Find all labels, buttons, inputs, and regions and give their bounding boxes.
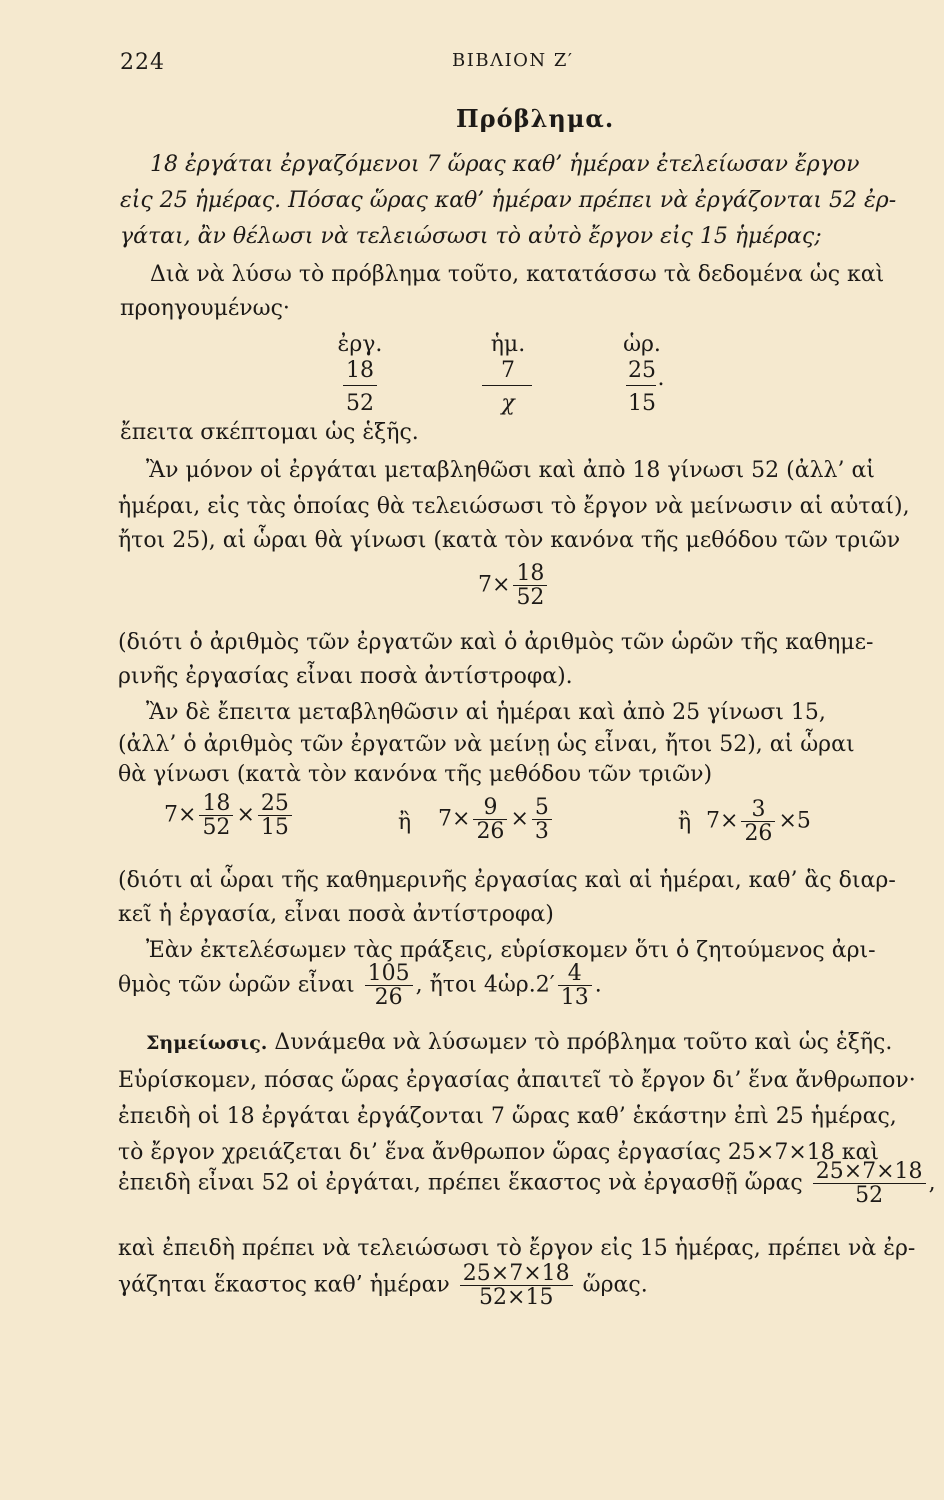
table-cell: χ <box>501 391 515 416</box>
formula-lead: 7 <box>438 806 452 832</box>
fraction <box>365 962 413 1009</box>
paragraph-line: (διότι αἱ ὧραι τῆς καθημερινῆς ἐργασίας καὶ αἱ ἡμέραι, καθ’ ἃς διαρ- <box>118 868 896 893</box>
fraction-numerator: 25×7×18 <box>815 1159 923 1184</box>
result-end: . <box>594 972 602 998</box>
fraction-denominator: 13 <box>558 985 592 1009</box>
paragraph-line: Ἂν δὲ ἔπειτα μεταβληθῶσιν αἱ ἡμέραι καὶ ἀπὸ 25 γίνωσι 15, <box>146 700 826 725</box>
fraction <box>258 792 292 839</box>
paragraph-line: (ἀλλ’ ὁ ἀριθμὸς τῶν ἐργατῶν νὰ μείνῃ ὡς εἶναι, ἤτοι 52), αἱ ὧραι <box>118 732 855 757</box>
result-lead-text: θμὸς τῶν ὡρῶν εἶναι <box>118 972 355 998</box>
fraction <box>513 562 547 609</box>
fraction <box>532 796 552 843</box>
fraction-numerator: 18 <box>202 791 231 816</box>
fraction-denominator: 52 <box>199 815 233 839</box>
times-sign: × <box>492 572 511 598</box>
problem-line: 18 ἐργάται ἐργαζόμενοι 7 ὥρας καθ’ ἡμέραν ἐτελείωσαν ἔργον <box>150 152 860 177</box>
table-end-mark: . <box>657 366 665 391</box>
or-word: ἢ <box>678 810 692 835</box>
fraction-denominator: 26 <box>365 985 413 1009</box>
fraction-denominator: 3 <box>532 819 552 843</box>
page-number: 224 <box>120 50 165 75</box>
fraction <box>813 1160 926 1207</box>
fraction-numerator: 9 <box>483 795 498 820</box>
fraction <box>199 792 233 839</box>
problem-line: γάται, ἂν θέλωσι νὰ τελειώσωσι τὸ αὐτὸ ἔργον εἰς 15 ἡμέρας; <box>120 224 822 249</box>
times-sign: × <box>452 806 471 832</box>
fraction-numerator: 4 <box>567 961 582 986</box>
table-cell: 25 <box>628 358 656 383</box>
note-comma: , <box>928 1170 936 1196</box>
fraction <box>741 798 775 845</box>
table-cell: 18 <box>346 358 374 383</box>
paragraph-line: ἤτοι 25), αἱ ὧραι θὰ γίνωσι (κατὰ τὸν κανόνα τῆς μεθόδου τῶν τριῶν <box>118 528 901 553</box>
table-cell: 7 <box>501 358 515 383</box>
note-text: ἐπειδὴ εἶναι 52 οἱ ἐργάται, πρέπει ἕκαστος νὰ ἐργασθῇ ὥρας <box>118 1170 803 1196</box>
fraction-numerator: 25 <box>260 791 289 816</box>
times-sign: × <box>510 806 529 832</box>
note-text: Δυνάμεθα νὰ λύσωμεν τὸ πρόβλημα τοῦτο καὶ ὡς ἑξῆς. <box>274 1030 893 1055</box>
note-first-line <box>146 1030 892 1055</box>
fraction-denominator: 52 <box>513 585 547 609</box>
paragraph-line: Ἂν μόνον οἱ ἐργάται μεταβληθῶσι καὶ ἀπὸ 18 γίνωσι 52 (ἀλλ’ αἱ <box>146 458 875 483</box>
note-text: γάζηται ἕκαστος καθ’ ἡμέραν <box>118 1272 450 1298</box>
formula-expression-c <box>706 798 811 845</box>
formula-tail: 5 <box>796 808 811 834</box>
result-mid-text: , ἤτοι 4ὡρ.2′ <box>415 972 555 998</box>
table-header: ἐργ. <box>337 332 383 357</box>
table-header: ὡρ. <box>623 332 661 357</box>
times-sign: × <box>236 802 255 828</box>
table-rule <box>482 385 532 386</box>
fraction <box>473 796 507 843</box>
note-line: ἐπειδὴ οἱ 18 ἐργάται ἐργάζονται 7 ὥρας καθ’ ἑκάστην ἐπὶ 25 ἡμέρας, <box>118 1104 897 1129</box>
fraction-denominator: 15 <box>258 815 292 839</box>
paragraph-line: (διότι ὁ ἀριθμὸς τῶν ἐργατῶν καὶ ὁ ἀριθμὸς τῶν ὡρῶν τῆς καθημε- <box>118 630 874 655</box>
note-line: τὸ ἔργον χρειάζεται δι’ ἕνα ἄνθρωπον ὥρας ἐργασίας 25×7×18 καὶ <box>118 1140 880 1165</box>
paragraph-line: θὰ γίνωσι (κατὰ τὸν κανόνα τῆς μεθόδου τῶν τριῶν) <box>118 762 713 787</box>
note-label: Σημείωσις. <box>146 1032 268 1054</box>
paragraph-line: ρινῆς ἐργασίας εἶναι ποσὰ ἀντίστροφα). <box>118 664 573 689</box>
note-line: Εὑρίσκομεν, πόσας ὥρας ἐργασίας ἀπαιτεῖ τὸ ἔργον δι’ ἕνα ἄνθρωπον· <box>118 1068 916 1093</box>
fraction-numerator: 105 <box>367 961 410 986</box>
paragraph-line: Ἐὰν ἐκτελέσωμεν τὰς πράξεις, εὑρίσκομεν ὅτι ὁ ζητούμενος ἀρι- <box>146 938 876 963</box>
or-word: ἢ <box>398 810 412 835</box>
paragraph-line: κεῖ ἡ ἐργασία, εἶναι ποσὰ ἀντίστροφα) <box>118 902 554 927</box>
fraction-denominator: 52 <box>813 1183 926 1207</box>
table-cell: 52 <box>346 391 374 416</box>
table-rule <box>626 385 656 386</box>
formula-seven-times-fraction <box>478 562 550 609</box>
formula-lead: 7 <box>706 808 720 834</box>
intro-line: Διὰ νὰ λύσω τὸ πρόβλημα τοῦτο, κατατάσσω τὰ δεδομένα ὡς καὶ <box>150 262 885 287</box>
table-header: ἡμ. <box>490 332 526 357</box>
problem-heading: Πρόβλημα. <box>456 104 615 133</box>
table-cell: 15 <box>628 391 656 416</box>
fraction <box>460 1262 573 1309</box>
paragraph-line: ἡμέραι, εἰς τὰς ὁποίας θὰ τελειώσωσι τὸ ἔργον νὰ μείνωσιν αἱ αὐταί), <box>118 494 910 519</box>
note-text: ὥρας. <box>582 1272 648 1298</box>
times-sign: × <box>720 808 739 834</box>
table-rule <box>343 385 377 386</box>
note-line-fraction <box>118 1262 648 1309</box>
running-title: ΒΙΒΛΙΟΝ Ζ′ <box>452 50 574 71</box>
fraction-denominator: 26 <box>473 819 507 843</box>
problem-line: εἰς 25 ἡμέρας. Πόσας ὥρας καθ’ ἡμέραν πρέπει νὰ ἐργάζονται 52 ἐρ- <box>120 188 897 213</box>
text-line: ἔπειτα σκέπτομαι ὡς ἑξῆς. <box>120 420 419 445</box>
fraction-denominator: 52×15 <box>460 1285 573 1309</box>
fraction-numerator: 5 <box>534 795 549 820</box>
fraction-numerator: 18 <box>516 561 545 586</box>
result-line <box>118 962 602 1009</box>
formula-expression-a <box>164 792 295 839</box>
formula-expression-b <box>438 796 555 843</box>
fraction-numerator: 3 <box>751 797 766 822</box>
formula-lead: 7 <box>164 802 178 828</box>
fraction-denominator: 26 <box>741 821 775 845</box>
times-sign: × <box>778 808 797 834</box>
note-line-fraction <box>118 1160 936 1207</box>
intro-line: προηγουμένως· <box>120 296 290 321</box>
fraction-numerator: 25×7×18 <box>462 1261 570 1286</box>
formula-lead: 7 <box>478 572 492 598</box>
fraction <box>558 962 592 1009</box>
note-line: καὶ ἐπειδὴ πρέπει νὰ τελειώσωσι τὸ ἔργον εἰς 15 ἡμέρας, πρέπει νὰ ἐρ- <box>118 1236 916 1261</box>
times-sign: × <box>178 802 197 828</box>
